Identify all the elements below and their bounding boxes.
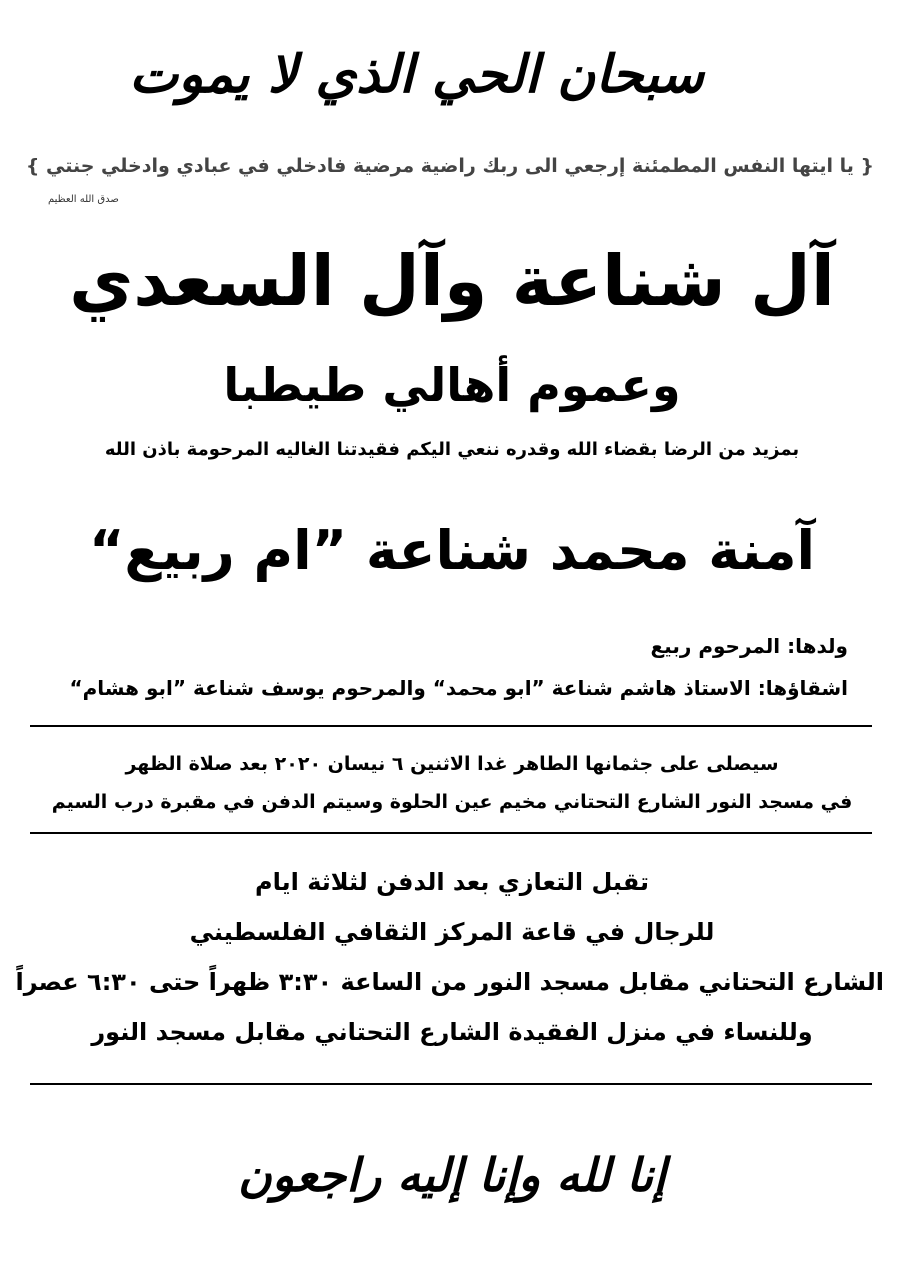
deceased-name: آمنة محمد شناعة ”ام ربيع“ xyxy=(88,519,816,582)
header-calligraphy: سبحان الحي الذي لا يموت xyxy=(129,44,704,105)
people-subtitle: وعموم أهالي طيطبا xyxy=(223,358,681,412)
condolence-line-2: للرجال في قاعة المركز الثقافي الفلسطيني xyxy=(189,918,715,946)
announcement-text: بمزيد من الرضا بقضاء الله وقدره ننعي اليكم فقيدتنا الغاليه المرحومة باذن الله xyxy=(104,439,800,460)
divider-3 xyxy=(30,1083,872,1085)
siblings-line: اشقاؤها: الاستاذ هاشم شناعة ”ابو محمد“ والمرحوم يوسف شناعة ”ابو هشام“ xyxy=(69,676,848,700)
condolence-line-1: تقبل التعازي بعد الدفن لثلاثة ايام xyxy=(255,868,649,896)
funeral-line-2: في مسجد النور الشارع التحتاني مخيم عين الحلوة وسيتم الدفن في مقبرة درب السيم xyxy=(51,791,853,813)
condolence-line-3: الشارع التحتاني مقابل مسجد النور من الساعة ٣:٣٠ ظهراً حتى ٦:٣٠ عصراً xyxy=(15,968,884,996)
divider-1 xyxy=(30,725,872,727)
son-line: ولدها: المرحوم ربيع xyxy=(650,634,848,658)
families-title: آل شناعة وآل السعدي xyxy=(69,240,835,322)
footer-calligraphy: إنا لله وإنا إليه راجعون xyxy=(238,1148,666,1202)
divider-2 xyxy=(30,832,872,834)
quran-verse: { يا ايتها النفس المطمئنة إرجعي الى ربك راضية مرضية فادخلي في عبادي وادخلي جنتي } xyxy=(25,155,874,177)
funeral-line-1: سيصلى على جثمانها الطاهر غدا الاثنين ٦ نيسان ٢٠٢٠ بعد صلاة الظهر xyxy=(125,753,779,775)
condolence-line-4: وللنساء في منزل الفقيدة الشارع التحتاني مقابل مسجد النور xyxy=(91,1018,813,1046)
verse-credit: صدق الله العظيم xyxy=(48,194,119,205)
